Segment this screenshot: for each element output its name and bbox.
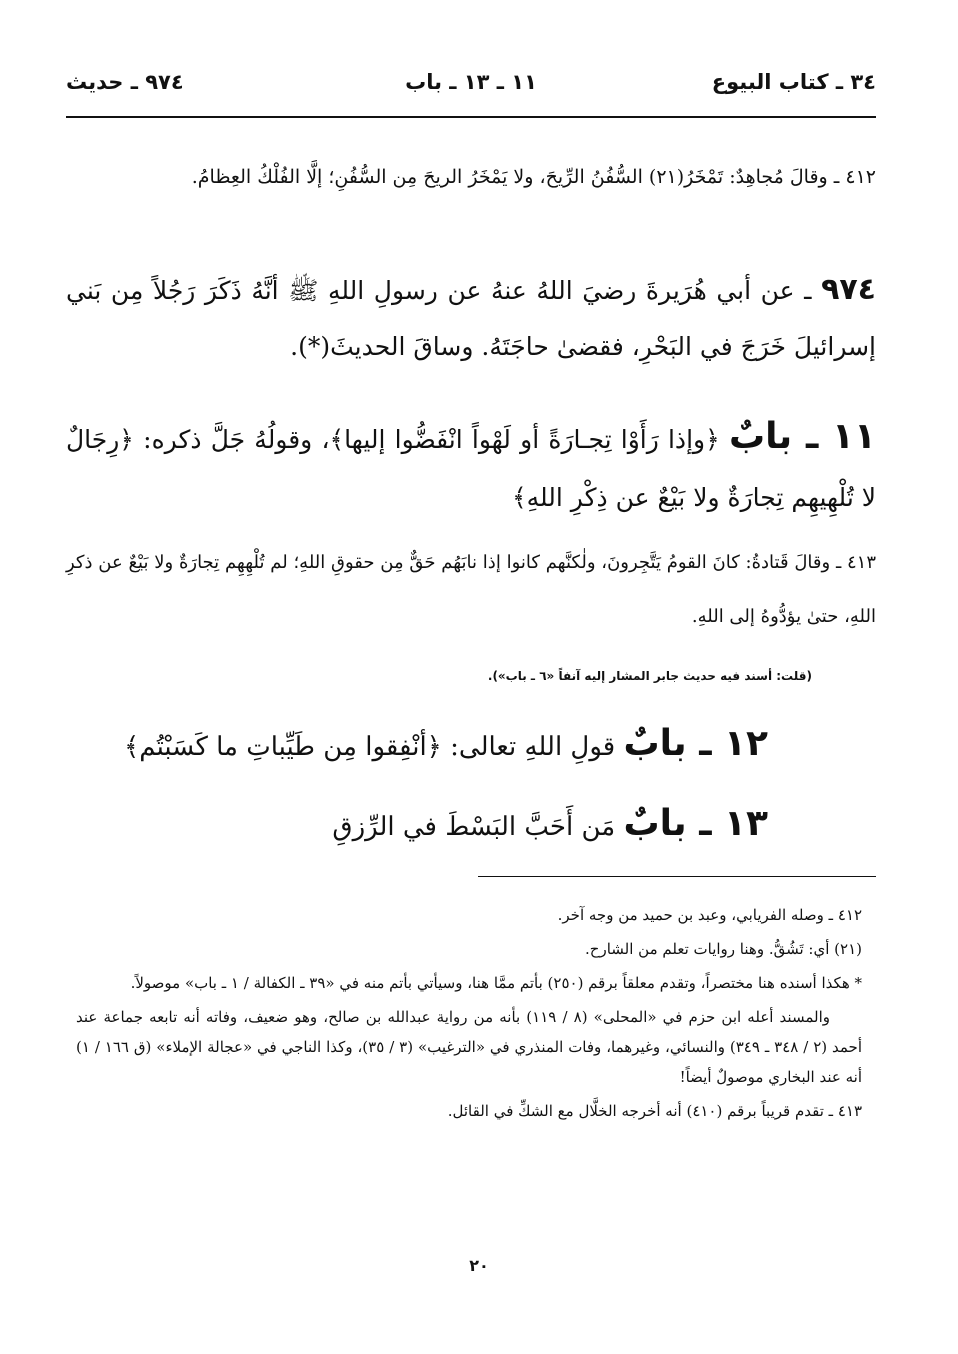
footnote-412: ٤١٢ ـ وصله الفريابي، وعبد بن حميد من وجه آخر. [557, 906, 862, 924]
header-chapter-range: ١١ ـ ١٣ ـ باب [405, 70, 537, 94]
hadith-number: ٩٧٤ [821, 272, 876, 307]
chapter-13-text: مَن أَحَبَّ البَسْطَ في الرِّزقِ [332, 812, 616, 842]
footnote-star-continued: والمسند أعله ابن حزم في «المحلى» (٨ / ١١٩) بأنه من رواية عبدالله بن صالح، وهو ضعيف، وفاته أنه تابعه جماعة عند أحمد (٢ / ٣٤٨ ـ ٣٤٩) والنسائي، وغيرهما، وفات المنذري في «الترغيب» (٣ / ٣٥)، وكذا الناجي في «عجالة الإملاء» (ق ١٦٦ / ١) أنه عند البخاري موصولٌ أيضاً! [76, 1008, 862, 1086]
chapter-12-text: قولِ اللهِ تعالى: ﴿أنْفِقوا مِن طَيِّباتِ ما كَسَبْتُم﴾ [124, 732, 616, 762]
chapter-13 [120, 792, 768, 859]
chapter-12-heading: ١٢ ـ بابٌ [623, 723, 768, 764]
footnote-star: * هكذا أسنده هنا مختصراً، وتقدم معلقاً برقم (٢٥٠) بأتم ممَّا هنا، وسيأتي بأتم منه في «٣٩ ـ الكفالة / ١ ـ باب» موصولاً. [130, 974, 862, 992]
editor-note: (قلت: أسند فيه حديث جابر المشار إليه آنفاً «٦ ـ باب»). [487, 669, 812, 683]
chapter-13-heading: ١٣ ـ بابٌ [623, 803, 768, 844]
footnote-413: ٤١٣ ـ تقدم قريباً برقم (٤١٠) أنه أخرجه الخلَّال مع الشكِّ في القائل. [447, 1102, 862, 1120]
footnotes [76, 900, 862, 1130]
hadith-974 [66, 262, 876, 375]
chapter-11 [66, 408, 876, 527]
athar-413: ٤١٣ ـ وقالَ قَتادةُ: كانَ القومُ يَتَّجِرونَ، ولٰكنَّهم كانوا إذا نابَهُم حَقٌّ مِن حقوقِ اللهِ؛ لم تُلْهِهِم تِجارَةٌ ولا بَيْعٌ عن ذكرِ اللهِ، حتىٰ يؤدُّوهُ إلى اللهِ. [66, 552, 876, 627]
header-book-title: ٣٤ ـ كتاب البيوع [711, 70, 876, 94]
page-number: ٢٠ [469, 1256, 489, 1275]
chapter-11-text: ﴿وإذا رَأَوْا تِجـارَةً أو لَهْواً انْفَضُّوا إليها﴾، وقولُهُ جَلَّ ذكره: ﴿رِجَالٌ لا تُلْهِيهِم تِجارَةٌ ولا بَيْعٌ عن ذِكْرِ اللهِ﴾ [66, 425, 876, 512]
header-hadith-number: ٩٧٤ ـ حديث [66, 70, 184, 94]
chapter-11-heading: ١١ ـ بابٌ [728, 416, 876, 457]
athar-412: ٤١٢ ـ وقالَ مُجاهِدٌ: تَمْخَرُ(٢١) السُّفُنُ الرِّيحَ، ولا يَمْخَرُ الريحَ مِن السُّفُنِ؛ إلَّا الفُلْكُ العِظامُ. [191, 166, 876, 188]
header-rule [66, 116, 876, 118]
hadith-text: ـ عن أبي هُرَيرةَ رضيَ اللهُ عنهُ عن رسولِ اللهِ ﷺ أنَّهُ ذَكَرَ رَجُلاً مِن بَني إسرائيلَ خَرَجَ في البَحْرِ، فقضىٰ حاجَتَهُ. وساقَ الحديثَ(*). [66, 276, 876, 361]
running-header [66, 62, 876, 102]
footnote-21: (٢١) أي: تَشُقُّ. وهنا روايات تعلم من الشارح. [585, 940, 862, 958]
footnote-rule [478, 876, 876, 877]
chapter-12 [120, 712, 768, 779]
